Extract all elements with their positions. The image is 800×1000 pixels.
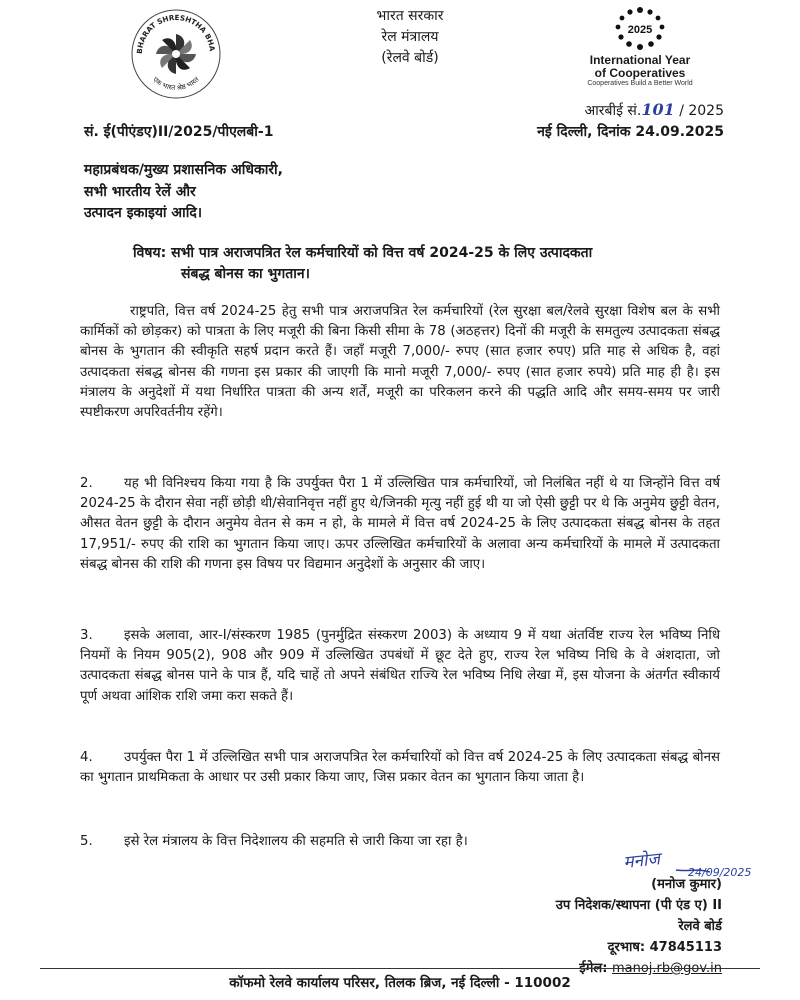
signatory-phone <box>556 937 722 958</box>
file-number: सं. ई(पीएंडए)II/2025/पीएलबी-1 <box>84 124 274 140</box>
email-link[interactable]: manoj.rb@gov.in <box>611 961 722 976</box>
subject-label: विषय: <box>133 245 167 261</box>
ek-bharat-emblem <box>128 6 224 102</box>
header-org-line2: रेल मंत्रालय <box>381 29 439 45</box>
coop-logo-year: 2025 <box>627 24 653 36</box>
paragraph-5-number: 5. <box>80 834 93 849</box>
coop-tagline: Cooperatives Build a Better World <box>587 80 693 87</box>
paragraph-1 <box>80 302 720 423</box>
rbe-prefix: आरबीई सं. <box>584 103 642 119</box>
footer-divider <box>40 968 760 969</box>
emblem-ring-text-bottom: एक भारत श्रेष्ठ भारत <box>151 75 201 93</box>
subject-line1: सभी पात्र अराजपत्रित रेल कर्मचारियों को वित्त वर्ष 2024-25 के लिए उत्पादकता <box>171 245 593 261</box>
subject <box>133 243 733 285</box>
cooperatives-ring-icon <box>608 6 672 50</box>
international-year-of-cooperatives-logo <box>560 6 720 98</box>
svg-text:एक भारत श्रेष्ठ भारत <box>151 75 201 92</box>
phone-label: दूरभाष: <box>607 940 646 955</box>
paragraph-3-number: 3. <box>80 628 93 643</box>
paragraph-3 <box>80 626 720 707</box>
rbe-number: 101 <box>641 100 675 119</box>
addressee-line1: महाप्रबंधक/मुख्य प्रशासनिक अधिकारी, <box>84 162 284 178</box>
addressee <box>84 160 283 225</box>
coop-title-line1: International Year <box>589 53 691 67</box>
header-org-line3: (रेलवे बोर्ड) <box>381 50 439 66</box>
header-org-line1: भारत सरकार <box>376 8 444 24</box>
emblem-ring-text-top: BHARAT SHRESHTHA BHA <box>134 12 217 55</box>
signatory-name: (मनोज कुमार) <box>651 877 722 892</box>
addressee-line2: सभी भारतीय रेलें और <box>84 183 196 200</box>
paragraph-4 <box>80 748 720 788</box>
rbe-number-line <box>508 100 724 120</box>
paragraph-1-text: राष्ट्रपति, वित्त वर्ष 2024-25 हेतु सभी पात्र अराजपत्रित रेल कर्मचारियों (रेल सुरक्षा बल/रेलवे सुरक्षा विशेष बल के सभी कार्मिकों को छोड़कर) को पात्रता के लिए मजूरी की बिना किसी सीमा के 78 (अठहत्तर) दिनों की मजूरी के समतुल्य उत्पादकता संबद्ध बोनस के भुगतान की स्वीकृति सहर्ष प्रदान करते हैं। जहाँ मजूरी 7,000/- रुपए (सात हजार रुपए) प्रति माह से अधिक है, वहां उत्पादकता संबद्ध बोनस की गणना इस प्रकार की जाएगी कि मानो मजूरी 7,000/- रुपए (सात हजार रुपये) प्रति माह ही है। इस मंत्रालय के अनुदेशों में यथा निर्धारित पात्रता की अन्य शर्तें, मजूरी का परिकलन करने की पद्धति आदि और समय-समय पर जारी स्पष्टीकरण अपरिवर्तनीय रहेंगे। <box>80 304 720 421</box>
phone-number: 47845113 <box>649 940 722 955</box>
signature-date: 24/09/2025 <box>688 866 752 879</box>
paragraph-2-text: यह भी विनिश्चय किया गया है कि उपर्युक्त पैरा 1 में उल्लिखित पात्र कर्मचारियों, जो निलंबित नहीं थे या जिन्होंने वित्त वर्ष 2024-25 के दौरान सेवा नहीं छोड़ी थी/सेवानिवृत्त नहीं हुए थे/जिनकी मृत्यु नहीं हुई थी या जो ऐसी छुट्टी पर थे कि अनुमेय छुट्टी वेतन, औसत वेतन छुट्टी के दौरान अनुमेय वेतन से कम न हो, के मामले में वित्त वर्ष 2024-25 के लिए उत्पादकता संबद्ध बोनस के तहत 17,951/- रुपए की राशि का भुगतान किया जाए। ऊपर उल्लिखित कर्मचारियों के अलावा अन्य कर्मचारियों के मामले में उत्पादकता संबद्ध बोनस की राशि की गणना इस विषय पर विद्यमान अनुदेशों के अनुसार की जाए। <box>80 476 720 572</box>
paragraph-2-number: 2. <box>80 476 93 491</box>
place-date: नई दिल्ली, दिनांक 24.09.2025 <box>537 124 724 140</box>
signatory-designation: उप निदेशक/स्थापना (पी एंड ए) II <box>555 898 722 913</box>
addressee-line3: उत्पादन इकाइयां आदि। <box>84 205 203 221</box>
paragraph-3-text: इसके अलावा, आर-I/संस्करण 1985 (पुनर्मुद्रित संस्करण 2003) के अध्याय 9 में यथा अंतर्विष्ट राज्य रेल भविष्य निधि नियमों के नियम 905(2), 908 और 909 में उल्लिखित उपबंधों में छूट देते हुए, राज्य रेल भविष्य निधि के वे अंशदाता, जो उत्पादकता संबद्ध बोनस पाने के पात्र हैं, यदि चाहें तो अपने संबंधित राज्यि रेल भविष्य निधि लेखा में, इस योजना के अंतर्गत स्वीकार्य पूर्ण अथवा आंशिक राशि जमा करा सकते हैं। <box>80 628 720 704</box>
signatory-office: रेलवे बोर्ड <box>678 919 722 934</box>
paragraph-5-text: इसे रेल मंत्रालय के वित्त निदेशालय की सहमति से जारी किया जा रहा है। <box>124 834 468 849</box>
subject-line2: संबद्ध बोनस का भुगतान। <box>181 266 310 282</box>
paragraph-4-text: उपर्युक्त पैरा 1 में उल्लिखित सभी पात्र अराजपत्रित रेल कर्मचारियों को वित्त वर्ष 2024-25 के लिए उत्पादकता संबद्ध बोनस का भुगतान प्राथमिकता के आधार पर उसी प्रकार किया जाए, जिस प्रकार वेतन का भुगतान किया जाता है। <box>80 750 720 786</box>
paragraph-2 <box>80 474 720 575</box>
email-label: ईमेल: <box>579 961 608 976</box>
pinwheel-icon <box>156 34 196 74</box>
signature-name-scrawl: मनोज <box>622 849 661 873</box>
ministry-header <box>330 6 490 69</box>
footer-address: कॉफमो रेलवे कार्यालय परिसर, तिलक ब्रिज, नई दिल्ली - 110002 <box>229 975 571 991</box>
coop-title-line2: of Cooperatives <box>594 66 686 80</box>
signature-block <box>556 874 722 979</box>
paragraph-4-number: 4. <box>80 750 93 765</box>
rbe-suffix: / 2025 <box>674 103 724 119</box>
